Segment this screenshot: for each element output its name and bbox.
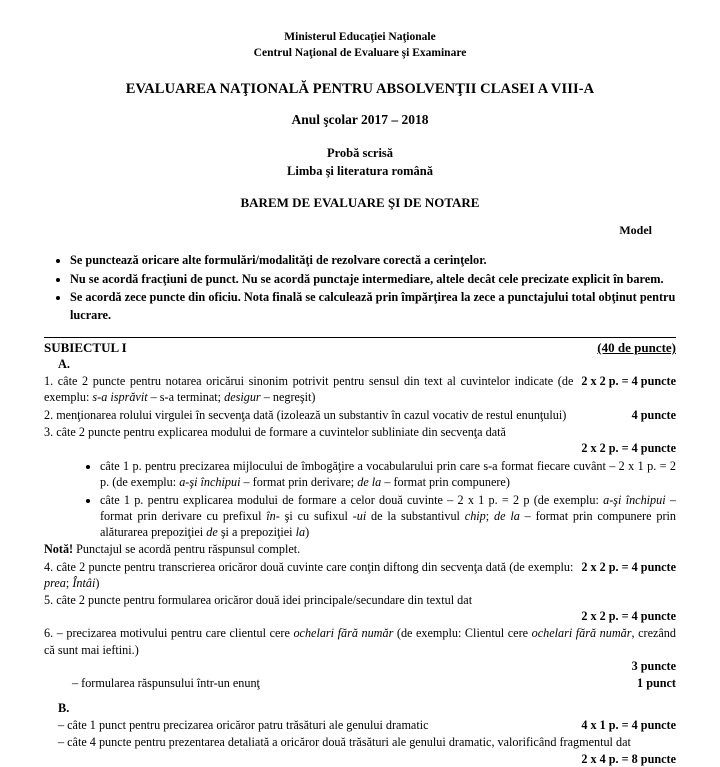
item-b-1-text: – câte 1 punct pentru precizarea oricăror patru trăsături ale genului dramatic: [58, 718, 429, 733]
bullet-2-it-2: în-: [266, 508, 280, 523]
item-3-points: 2 x 2 p. = 4 puncte: [581, 440, 676, 455]
item-6-mid-1: (de exemplu: Clientul cere: [393, 626, 532, 641]
item-b-2-text: – câte 4 puncte pentru prezentarea detaliată a oricăror două trăsături ale genului dramatic, valorificând fragmentul dat: [58, 735, 631, 750]
item-1-example-1: s-a isprăvit: [92, 390, 148, 405]
item-6-sub-text: – formularea răspunsului într-un enunţ: [72, 676, 260, 691]
bullet-2-it-5: de la: [494, 508, 520, 523]
item-5: [44, 592, 676, 608]
item-1-mid-2: – negreşit): [260, 390, 316, 405]
proba-block: [44, 144, 676, 180]
item-6-it-1: ochelari fără număr: [293, 626, 394, 641]
item-3: [44, 424, 676, 440]
bullet-2-mid-5: – format prin compunere prin alăturarea prepoziţiei: [100, 508, 676, 540]
proba-line-1: Probă scrisă: [326, 146, 394, 161]
item-2: [44, 407, 676, 423]
item-4-mid-1: ;: [65, 575, 73, 590]
list-item: • Nu se acordă fracţiuni de punct. Nu se acordă punctaje intermediare, altele decât cele precizate explicit în barem.: [70, 271, 676, 288]
item-1-text: 1. câte 2 puncte pentru notarea oricărui sinonim potrivit pentru sensul din text al cuvintelor indicate (de exemplu:: [44, 374, 574, 405]
item-1: [44, 373, 676, 405]
bullet-2-it-6: de: [206, 525, 218, 540]
bullet-2-it-3: -ui: [352, 508, 367, 523]
bullet-2-mid-1: – format prin derivare cu prefixul: [100, 492, 676, 523]
item-2-points: 4 puncte: [631, 407, 676, 422]
bullet-2-mid-6: şi a prepoziţiei: [217, 525, 296, 540]
bullet-1-mid-1: – format prin derivare;: [240, 475, 358, 490]
item-b-2-points: 2 x 4 p. = 8 puncte: [581, 751, 676, 766]
list-item: [100, 492, 676, 541]
bullet-1-pre: câte 1 p. pentru precizarea mijlocului de îmbogăţire a vocabularului prin care s-a format fiecare cuvânt – 2 x 1 p. = 2 p. (de exemplu:: [100, 459, 676, 490]
item-b-1: [44, 717, 676, 733]
general-notes-list: [44, 252, 676, 324]
barem-title: BAREM DE EVALUARE ŞI DE NOTARE: [240, 195, 480, 211]
item-6-sub-points: 1 punct: [637, 676, 676, 691]
model-label: Model: [619, 223, 652, 238]
item-4-text: 4. câte 2 puncte pentru transcrierea oricăror două cuvinte care conţin diftong din secvenţa dată (de exemplu:: [44, 559, 574, 574]
school-year: Anul şcolar 2017 – 2018: [291, 112, 429, 128]
section-b-letter: B.: [58, 701, 70, 716]
bullet-1-it-1: a-şi închipui: [179, 475, 241, 490]
item-4-example-2: Întâi: [72, 575, 96, 590]
item-1-points: 2 x 2 p. = 4 puncte: [581, 374, 676, 389]
item-2-text: 2. menţionarea rolului virgulei în secvenţa dată (izolează un substantiv în cazul vocativ de restul enunţului): [44, 407, 567, 422]
item-4: [44, 559, 676, 591]
bullet-1-it-2: de la: [357, 475, 382, 490]
nota-line: [44, 541, 676, 557]
item-b-2: [44, 734, 676, 750]
section-a-letter: A.: [58, 357, 70, 372]
bullet-2-mid-3: de la substantivul: [366, 508, 465, 523]
nota-label: Notă!: [44, 542, 74, 557]
item-3-text: 3. câte 2 puncte pentru explicarea modului de formare a cuvintelor subliniate din secvenţa dată: [44, 424, 506, 439]
bullet-1-mid-2: – format prin compunere): [381, 475, 510, 490]
bullet-2-mid-2: şi cu sufixul: [279, 508, 353, 523]
ministry-header: [44, 30, 676, 61]
subject-heading: [44, 337, 676, 356]
list-item: • Se punctează oricare alte formulări/modalităţi de rezolvare corectă a cerinţelor.: [70, 252, 676, 269]
item-5-points: 2 x 2 p. = 4 puncte: [581, 609, 676, 624]
item-6-sub: [44, 675, 676, 691]
item-6-points: 3 puncte: [631, 658, 676, 673]
bullet-2-mid-7: ): [305, 525, 310, 540]
subject-label: SUBIECTUL I: [44, 340, 127, 356]
bullet-2-pre: câte 1 p. pentru explicarea modului de formare a celor două cuvinte – 2 x 1 p. = 2 p (de exemplu:: [100, 492, 604, 507]
item-6-pre: 6. – precizarea motivului pentru care clientul cere: [44, 626, 294, 641]
nota-text: Punctajul se acordă pentru răspunsul complet.: [73, 542, 301, 557]
list-item: [100, 458, 676, 490]
item-1-example-2: desigur: [224, 390, 261, 405]
ministry-line-1: Ministerul Educaţiei Naţionale: [284, 31, 436, 43]
list-item: • Se acordă zece puncte din oficiu. Nota finală se calculează prin împărţirea la zece a punctajului total obţinut pentru lucrare.: [70, 289, 676, 324]
item-3-bullets: [44, 458, 676, 540]
bullet-2-mid-4: ;: [485, 508, 494, 523]
proba-line-2: Limba şi literatura română: [287, 164, 433, 179]
bullet-2-it-4: chip: [464, 508, 486, 523]
ministry-line-2: Centrul Naţional de Evaluare şi Examinare: [253, 46, 467, 59]
item-6-it-2: ochelari fără număr: [531, 626, 632, 641]
bullet-2-it-7: la: [295, 525, 306, 540]
item-4-mid-2: ): [95, 575, 100, 590]
item-6-mid-2: , crezând că sunt mai ieftini.): [44, 626, 676, 657]
item-4-points: 2 x 2 p. = 4 puncte: [581, 559, 676, 574]
item-4-example-1: prea: [44, 575, 66, 590]
item-b-1-points: 4 x 1 p. = 4 puncte: [581, 718, 676, 733]
bullet-2-it-1: a-şi închipui: [603, 492, 666, 507]
subject-points: (40 de puncte): [597, 340, 676, 356]
item-5-text: 5. câte 2 puncte pentru formularea oricăror două idei principale/secundare din textul dat: [44, 592, 473, 607]
exam-title: EVALUAREA NAŢIONALĂ PENTRU ABSOLVENŢII CLASEI A VIII-A: [125, 81, 595, 98]
item-1-mid-1: – s-a terminat;: [147, 390, 225, 405]
item-6: [44, 625, 676, 657]
